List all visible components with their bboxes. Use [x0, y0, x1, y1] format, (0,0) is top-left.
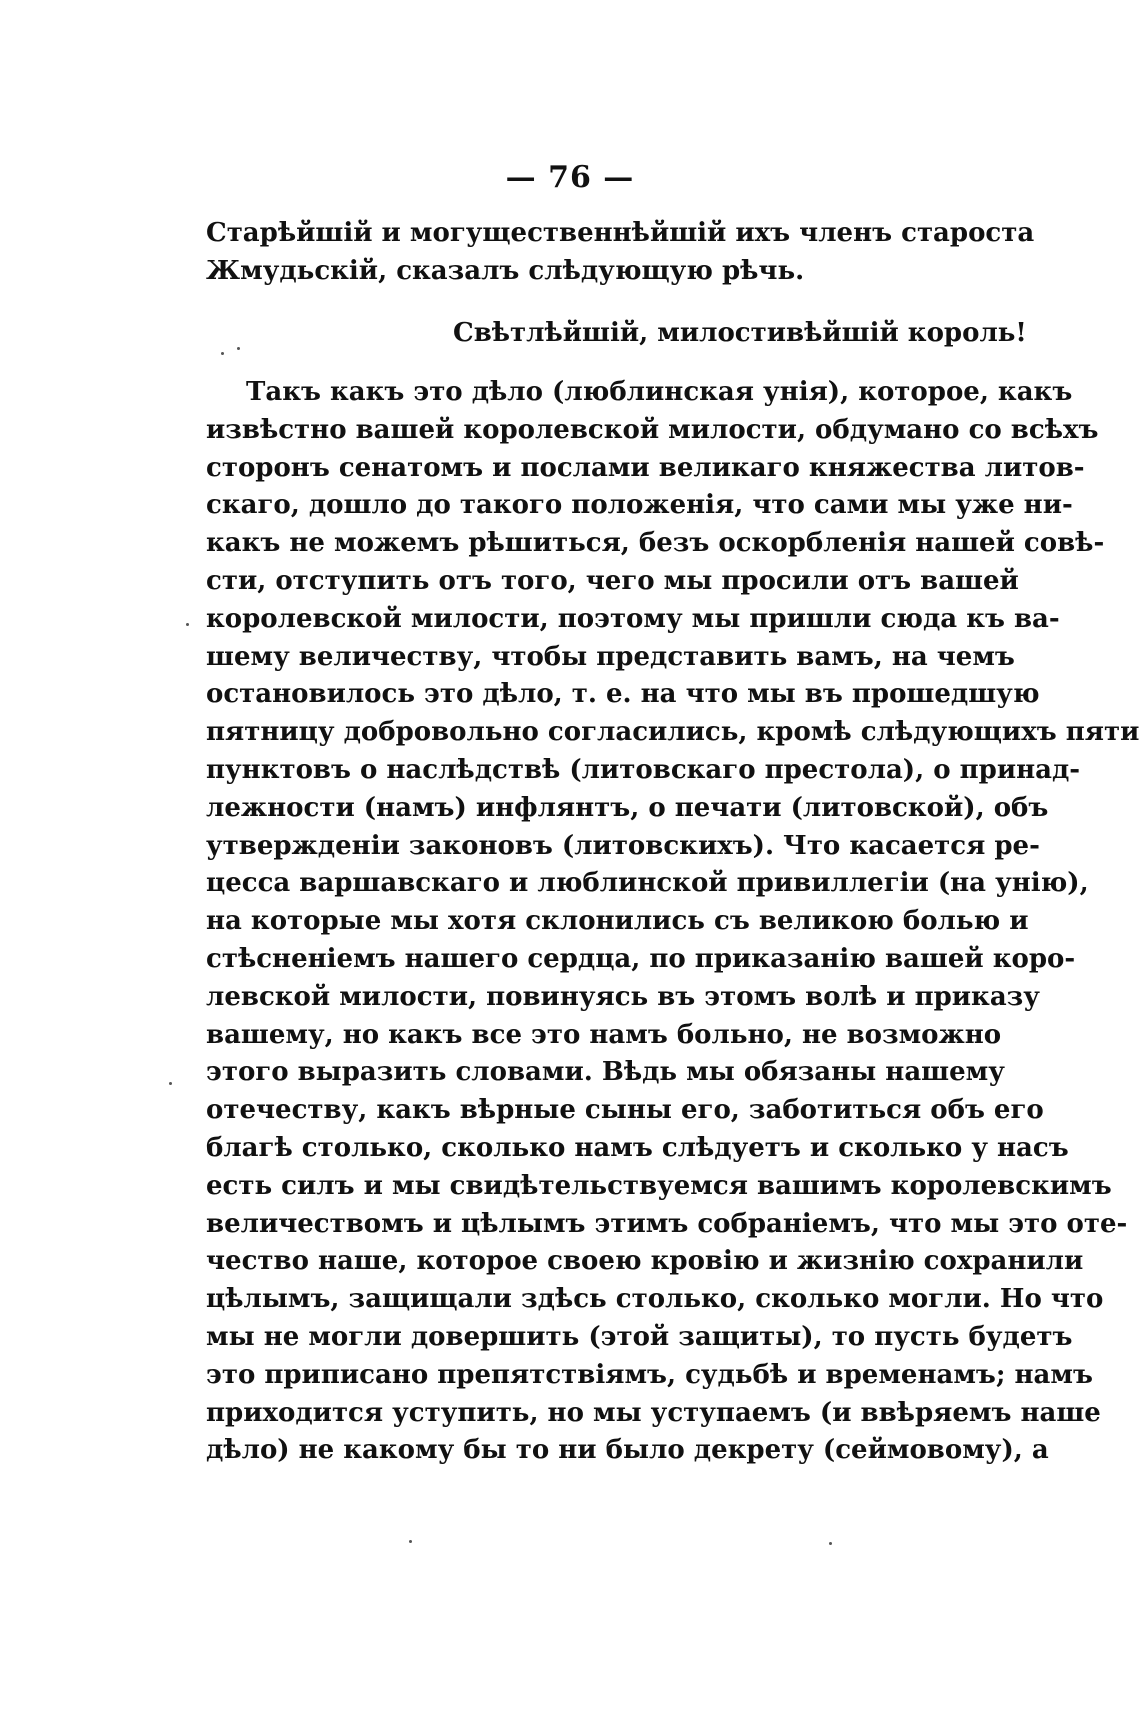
scan-speck — [237, 347, 240, 350]
scan-speck — [409, 1540, 412, 1543]
text-line: лежности (намъ) инфлянтъ, о печати (литовской), объ — [206, 792, 1049, 823]
text-line: извѣстно вашей королевской милости, обдумано со всѣхъ — [206, 414, 1099, 445]
text-line: скаго, дошло до такого положенія, что сами мы уже ни- — [206, 490, 1073, 521]
text-line: сторонъ сенатомъ и послами великаго княжества литов- — [206, 452, 1085, 483]
salutation: Свѣтлѣйшій, милостивѣйшій король! — [453, 318, 1027, 348]
text-line: остановилось это дѣло, т. е. на что мы въ прошедшую — [206, 679, 1040, 710]
scan-speck — [186, 623, 189, 626]
text-line: есть силъ и мы свидѣтельствуемся вашимъ королевскимъ — [206, 1170, 1112, 1201]
text-line: цѣлымъ, защищали здѣсь столько, сколько могли. Но что — [206, 1284, 1104, 1315]
scan-speck — [221, 352, 224, 355]
speech-paragraph — [206, 374, 1140, 1470]
text-line: Жмудьскій, сказалъ слѣдующую рѣчь. — [206, 255, 805, 286]
text-line: благѣ столько, сколько намъ слѣдуетъ и сколько у насъ — [206, 1132, 1069, 1163]
text-line: этого выразить словами. Вѣдь мы обязаны нашему — [206, 1057, 1005, 1088]
text-line: приходится уступить, но мы уступаемъ (и ввѣряемъ наше — [206, 1397, 1101, 1428]
text-line: это приписано препятствіямъ, судьбѣ и временамъ; намъ — [206, 1359, 1093, 1390]
scan-speck — [169, 1082, 172, 1085]
text-line: цесса варшавскаго и люблинской привиллегіи (на унію), — [206, 868, 1089, 899]
text-line: дѣло) не какому бы то ни было декрету (сеймовому), а — [206, 1435, 1049, 1466]
text-line: пунктовъ о наслѣдствѣ (литовскаго престола), о принад- — [206, 754, 1081, 785]
text-line: королевской милости, поэтому мы пришли сюда къ ва- — [206, 603, 1060, 634]
page-number: — 76 — — [505, 160, 635, 195]
text-line: сти, отступить отъ того, чего мы просили отъ вашей — [206, 565, 1019, 596]
text-line: какъ не можемъ рѣшиться, безъ оскорбленія нашей совѣ- — [206, 528, 1105, 559]
text-line: отечеству, какъ вѣрные сыны его, заботиться объ его — [206, 1095, 1044, 1126]
text-line: пятницу добровольно согласились, кромѣ слѣдующихъ пяти — [206, 717, 1140, 748]
text-line: мы не могли довершить (этой защиты), то пусть будетъ — [206, 1321, 1073, 1352]
text-line: утвержденіи законовъ (литовскихъ). Что касается ре- — [206, 830, 1040, 861]
text-line: шему величеству, чтобы представить вамъ, на чемъ — [206, 641, 1015, 672]
text-line: стѣсненіемъ нашего сердца, по приказанію вашей коро- — [206, 943, 1076, 974]
text-line: вашему, но какъ все это намъ больно, не возможно — [206, 1019, 1002, 1050]
text-line: левской милости, повинуясь въ этомъ волѣ и приказу — [206, 981, 1040, 1012]
text-line: величествомъ и цѣлымъ этимъ собраніемъ, что мы это оте- — [206, 1208, 1128, 1239]
text-line: Старѣйшій и могущественнѣйшій ихъ членъ староста — [206, 218, 1035, 248]
text-line: чество наше, которое своею кровію и жизнію сохранили — [206, 1246, 1084, 1277]
text-line: на которые мы хотя склонились съ великою болью и — [206, 906, 1029, 937]
text-line: Такъ какъ это дѣло (люблинская унія), которое, какъ — [246, 377, 1073, 407]
intro-paragraph — [206, 215, 1035, 291]
scan-speck — [829, 1542, 832, 1545]
